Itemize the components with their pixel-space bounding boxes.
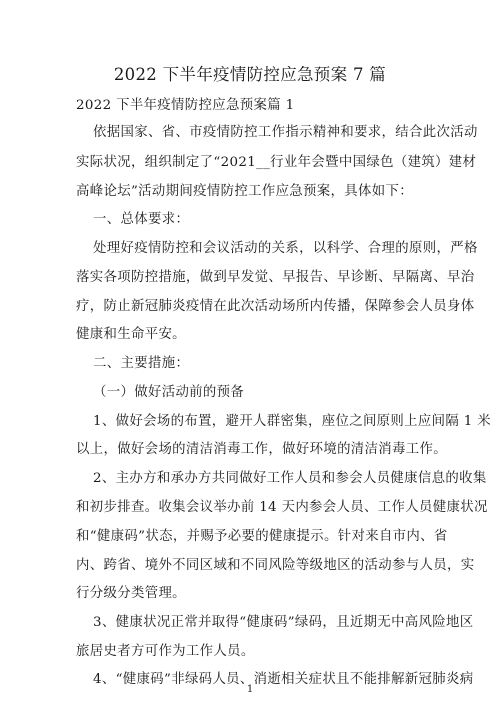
paragraph-line: 和“健康码”状态，并赐予必要的健康提示。针对来自市内、省 <box>76 529 448 544</box>
section-heading: 2022 下半年疫情防控应急预案篇 1 <box>76 98 295 113</box>
section-heading: 一、总体要求： <box>93 212 190 227</box>
paragraph-line: 旅居史者方可作为工作人员。 <box>76 644 255 659</box>
paragraph-line: 内、跨省、境外不同区域和不同风险等级地区的活动参与人员，实 <box>76 558 475 573</box>
paragraph-line: 以上，做好会场的清洁消毒工作，做好环境的清洁消毒工作。 <box>76 442 447 457</box>
page-number: 1 <box>246 684 254 695</box>
paragraph-line: 疗，防止新冠肺炎疫情在此次活动场所内传播，保障参会人员身体 <box>76 299 475 314</box>
paragraph-line: 健康和生命平安。 <box>76 327 186 342</box>
paragraph-line: 高峰论坛”活动期间疫情防控工作应急预案，具体如下： <box>76 184 413 199</box>
paragraph-line: 2、主办方和承办方共同做好工作人员和参会人员健康信息的收集 <box>93 471 487 486</box>
paragraph-line: 处理好疫情防控和会议活动的关系，以科学、合理的原则，严格 <box>93 241 478 256</box>
paragraph-line: 行分级分类管理。 <box>76 586 186 601</box>
paragraph-line: 和初步排查。收集会议举办前 14 天内参会人员、工作人员健康状况 <box>76 500 488 515</box>
paragraph-line: 实际状况，组织制定了“2021__行业年会暨中国绿色（建筑）建材 <box>76 155 477 170</box>
paragraph-line: 落实各项防控措施，做到早发觉、早报告、早诊断、早隔离、早治 <box>76 270 475 285</box>
paragraph-line: 1、做好会场的布置，避开人群密集，座位之间原则上应间隔 1 米 <box>93 414 491 429</box>
paragraph-line: 3、健康状况正常并取得“健康码”绿码，且近期无中高风险地区 <box>93 615 474 630</box>
section-heading: 二、主要措施： <box>93 356 190 371</box>
paragraph-line: 4、“健康码”非绿码人员、消逝相关症状且不能排解新冠肺炎病 <box>93 672 474 687</box>
paragraph-line: 依据国家、省、市疫情防控工作指示精神和要求，结合此次活动 <box>93 125 478 140</box>
sub-heading: （一）做好活动前的预备 <box>93 385 245 400</box>
document-title: 2022 下半年疫情防控应急预案 7 篇 <box>113 65 387 84</box>
